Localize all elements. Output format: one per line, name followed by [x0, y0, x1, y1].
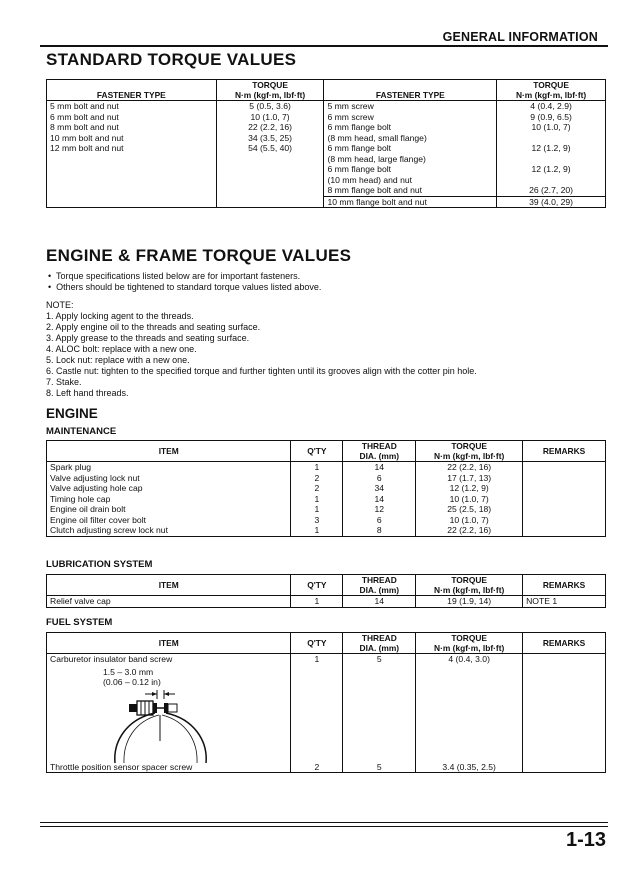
note-item: 6. Castle nut: tighten to the specified torque and further tighten until its grooves align with the cotter pin hole.	[46, 366, 477, 376]
table-row	[47, 154, 606, 165]
left-torque: 22 (2.2, 16)	[216, 122, 324, 133]
table-row	[47, 101, 606, 112]
diagram-row	[47, 665, 606, 762]
left-fastener-type: 10 mm bolt and nut	[47, 133, 217, 144]
right-fastener-type-note: (8 mm head, small flange)	[324, 133, 497, 144]
footer-rule-2	[40, 826, 608, 827]
footer-rule-1	[40, 822, 608, 823]
right-fastener-type: 6 mm flange bolt	[324, 164, 497, 175]
standard-header-row	[47, 80, 606, 101]
right-fastener-type: 6 mm screw	[324, 112, 497, 123]
page-number: 1-13	[565, 829, 606, 851]
right-fastener-type: 6 mm flange bolt	[324, 143, 497, 154]
note-item: 8. Left hand threads.	[46, 388, 129, 398]
engine-title: ENGINE	[46, 406, 98, 421]
maintenance-table	[46, 440, 606, 537]
table-row	[47, 112, 606, 123]
right-torque: 12 (1.2, 9)	[497, 164, 606, 175]
table-row	[47, 122, 606, 133]
right-fastener-type-note: (8 mm head, large flange)	[324, 154, 497, 165]
left-fastener-type: 5 mm bolt and nut	[47, 101, 217, 112]
right-torque: 9 (0.9, 6.5)	[497, 112, 606, 123]
right-torque: 12 (1.2, 9)	[497, 143, 606, 154]
bullet-list	[48, 271, 608, 293]
maintenance-title: MAINTENANCE	[46, 426, 117, 437]
table-row: Valve adjusting lock nut 2 6 17 (1.7, 13)	[47, 473, 606, 484]
col-torque: TORQUE N·m (kgf·m, lbf·ft)	[416, 441, 523, 462]
note-item: 7. Stake.	[46, 377, 82, 387]
table-row	[47, 175, 606, 186]
left-torque: 54 (5.5, 40)	[216, 143, 324, 154]
table-row	[47, 185, 606, 196]
note-label: NOTE:	[46, 300, 74, 310]
col-remarks: REMARKS	[523, 441, 606, 462]
note-item: 3. Apply grease to the threads and seating surface.	[46, 333, 250, 343]
standard-torque-table	[46, 79, 606, 208]
table-row: Throttle position sensor spacer screw 2 5 3.4 (0.35, 2.5)	[47, 762, 606, 773]
maintenance-header-row	[47, 441, 606, 462]
col-fastener-left: FASTENER TYPE	[47, 80, 217, 101]
table-row: Relief valve cap 1 14 19 (1.9, 14) NOTE 1	[47, 596, 606, 608]
section-header: GENERAL INFORMATION	[442, 30, 598, 44]
right-fastener-type: 10 mm flange bolt and nut	[324, 196, 497, 208]
fuel-table	[46, 632, 606, 773]
right-torque: 4 (0.4, 2.9)	[497, 101, 606, 112]
right-fastener-type: 8 mm flange bolt and nut	[324, 185, 497, 196]
lubrication-title: LUBRICATION SYSTEM	[46, 559, 153, 570]
lubrication-header-row: ITEM Q'TY THREAD DIA. (mm) TORQUE N·m (kgf·m, lbf·ft) REMARKS	[47, 575, 606, 596]
note-item: 5. Lock nut: replace with a new one.	[46, 355, 190, 365]
table-row: Valve adjusting hole cap 2 34 12 (1.2, 9)	[47, 483, 606, 494]
left-torque: 5 (0.5, 3.6)	[216, 101, 324, 112]
right-fastener-type: 6 mm flange bolt	[324, 122, 497, 133]
fuel-title: FUEL SYSTEM	[46, 617, 113, 628]
col-fastener-right: FASTENER TYPE	[324, 80, 497, 101]
left-torque: 10 (1.0, 7)	[216, 112, 324, 123]
list-item: • Torque specifications listed below are for important fasteners.	[48, 271, 301, 281]
table-row: Engine oil filter cover bolt 3 6 10 (1.0, 7)	[47, 515, 606, 526]
band-clamp-diagram	[97, 689, 217, 764]
standard-torque-title: STANDARD TORQUE VALUES	[46, 50, 297, 69]
right-fastener-type: 5 mm screw	[324, 101, 497, 112]
note-item: 2. Apply engine oil to the threads and seating surface.	[46, 322, 261, 332]
header-rule	[40, 45, 608, 47]
right-torque: 26 (2.7, 20)	[497, 185, 606, 196]
clearance-label: 1.5 – 3.0 mm (0.06 – 0.12 in)	[103, 666, 161, 687]
table-row	[47, 133, 606, 144]
table-row: Timing hole cap 1 14 10 (1.0, 7)	[47, 494, 606, 505]
table-row	[47, 196, 606, 208]
table-row: Clutch adjusting screw lock nut 1 8 22 (2.2, 16)	[47, 525, 606, 536]
list-item: • Others should be tightened to standard torque values listed above.	[48, 282, 322, 292]
fuel-header-row: ITEM Q'TY THREAD DIA. (mm) TORQUE N·m (kgf·m, lbf·ft) REMARKS	[47, 633, 606, 654]
table-row: Spark plug 1 14 22 (2.2, 16)	[47, 462, 606, 473]
right-torque: 39 (4.0, 29)	[497, 196, 606, 208]
right-fastener-type-note: (10 mm head) and nut	[324, 175, 497, 186]
table-row	[47, 164, 606, 175]
left-torque: 34 (3.5, 25)	[216, 133, 324, 144]
engine-frame-title: ENGINE & FRAME TORQUE VALUES	[46, 246, 352, 265]
left-fastener-type: 12 mm bolt and nut	[47, 143, 217, 154]
table-row: Engine oil drain bolt 1 12 25 (2.5, 18)	[47, 504, 606, 515]
table-row: Carburetor insulator band screw 1 5 4 (0.4, 3.0)	[47, 654, 606, 665]
col-torque-right: TORQUE N·m (kgf·m, lbf·ft)	[497, 80, 606, 101]
col-torque-left: TORQUE N·m (kgf·m, lbf·ft)	[216, 80, 324, 101]
right-torque: 10 (1.0, 7)	[497, 122, 606, 133]
col-qty: Q'TY	[291, 441, 343, 462]
lubrication-table	[46, 574, 606, 608]
note-item: 4. ALOC bolt: replace with a new one.	[46, 344, 197, 354]
notes-block	[46, 300, 616, 399]
table-row	[47, 143, 606, 154]
remarks-note: NOTE 1	[523, 596, 606, 608]
left-fastener-type: 8 mm bolt and nut	[47, 122, 217, 133]
col-thread: THREAD DIA. (mm)	[343, 441, 416, 462]
note-item: 1. Apply locking agent to the threads.	[46, 311, 194, 321]
col-item: ITEM	[47, 441, 291, 462]
left-fastener-type: 6 mm bolt and nut	[47, 112, 217, 123]
